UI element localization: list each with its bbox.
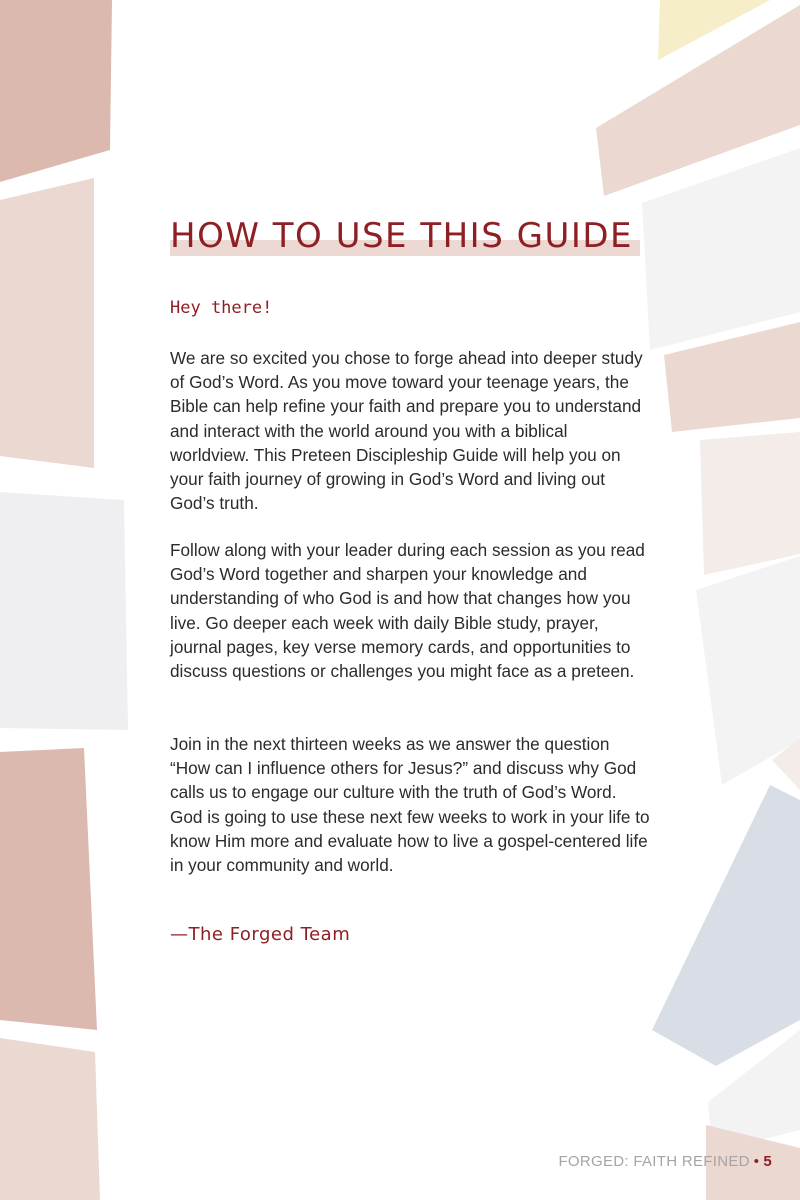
left-tile-4 <box>0 748 97 1030</box>
body-paragraph-3: Join in the next thirteen weeks as we answer the question “How can I influence others for Jesus?” and discuss why God calls us to engage our culture with the truth of God’s Word. God is going to use these next few weeks to work in your life to know Him more and evaluate how to live a gospel-centered life in your community and world. <box>170 734 650 876</box>
body-paragraph-2: Follow along with your leader during each session as you read God’s Word together and sharpen your knowledge and understanding of who God is and how that changes how you live. Go deeper each week with daily Bible study, prayer, journal pages, key verse memory cards, and opportunities to discuss questions or challenges you might face as a preteen. <box>170 540 645 682</box>
title-block <box>170 212 640 264</box>
left-tile-3 <box>0 492 128 730</box>
footer-separator: • <box>753 1153 760 1170</box>
page-number: 5 <box>763 1153 772 1170</box>
left-tile-5 <box>0 1038 100 1200</box>
right-tile-blue <box>652 785 800 1066</box>
left-tile-2 <box>0 178 94 468</box>
signoff: —The Forged Team <box>170 924 351 945</box>
right-tile-4 <box>700 432 800 575</box>
greeting: Hey there! <box>170 298 273 318</box>
page-footer <box>558 1153 772 1170</box>
page-title: HOW TO USE THIS GUIDE <box>170 216 634 256</box>
left-tile-1 <box>0 0 112 182</box>
right-tile-2 <box>642 148 800 350</box>
footer-book-title: FORGED: FAITH REFINED <box>558 1153 750 1170</box>
body-paragraph-1: We are so excited you chose to forge ahead into deeper study of God’s Word. As you move toward your teenage years, the Bible can help refine your faith and prepare you to understand and interact with the world around you with a biblical worldview. This Preteen Discipleship Guide will help you on your faith journey of growing in God’s Word and living out God’s truth. <box>170 348 643 514</box>
